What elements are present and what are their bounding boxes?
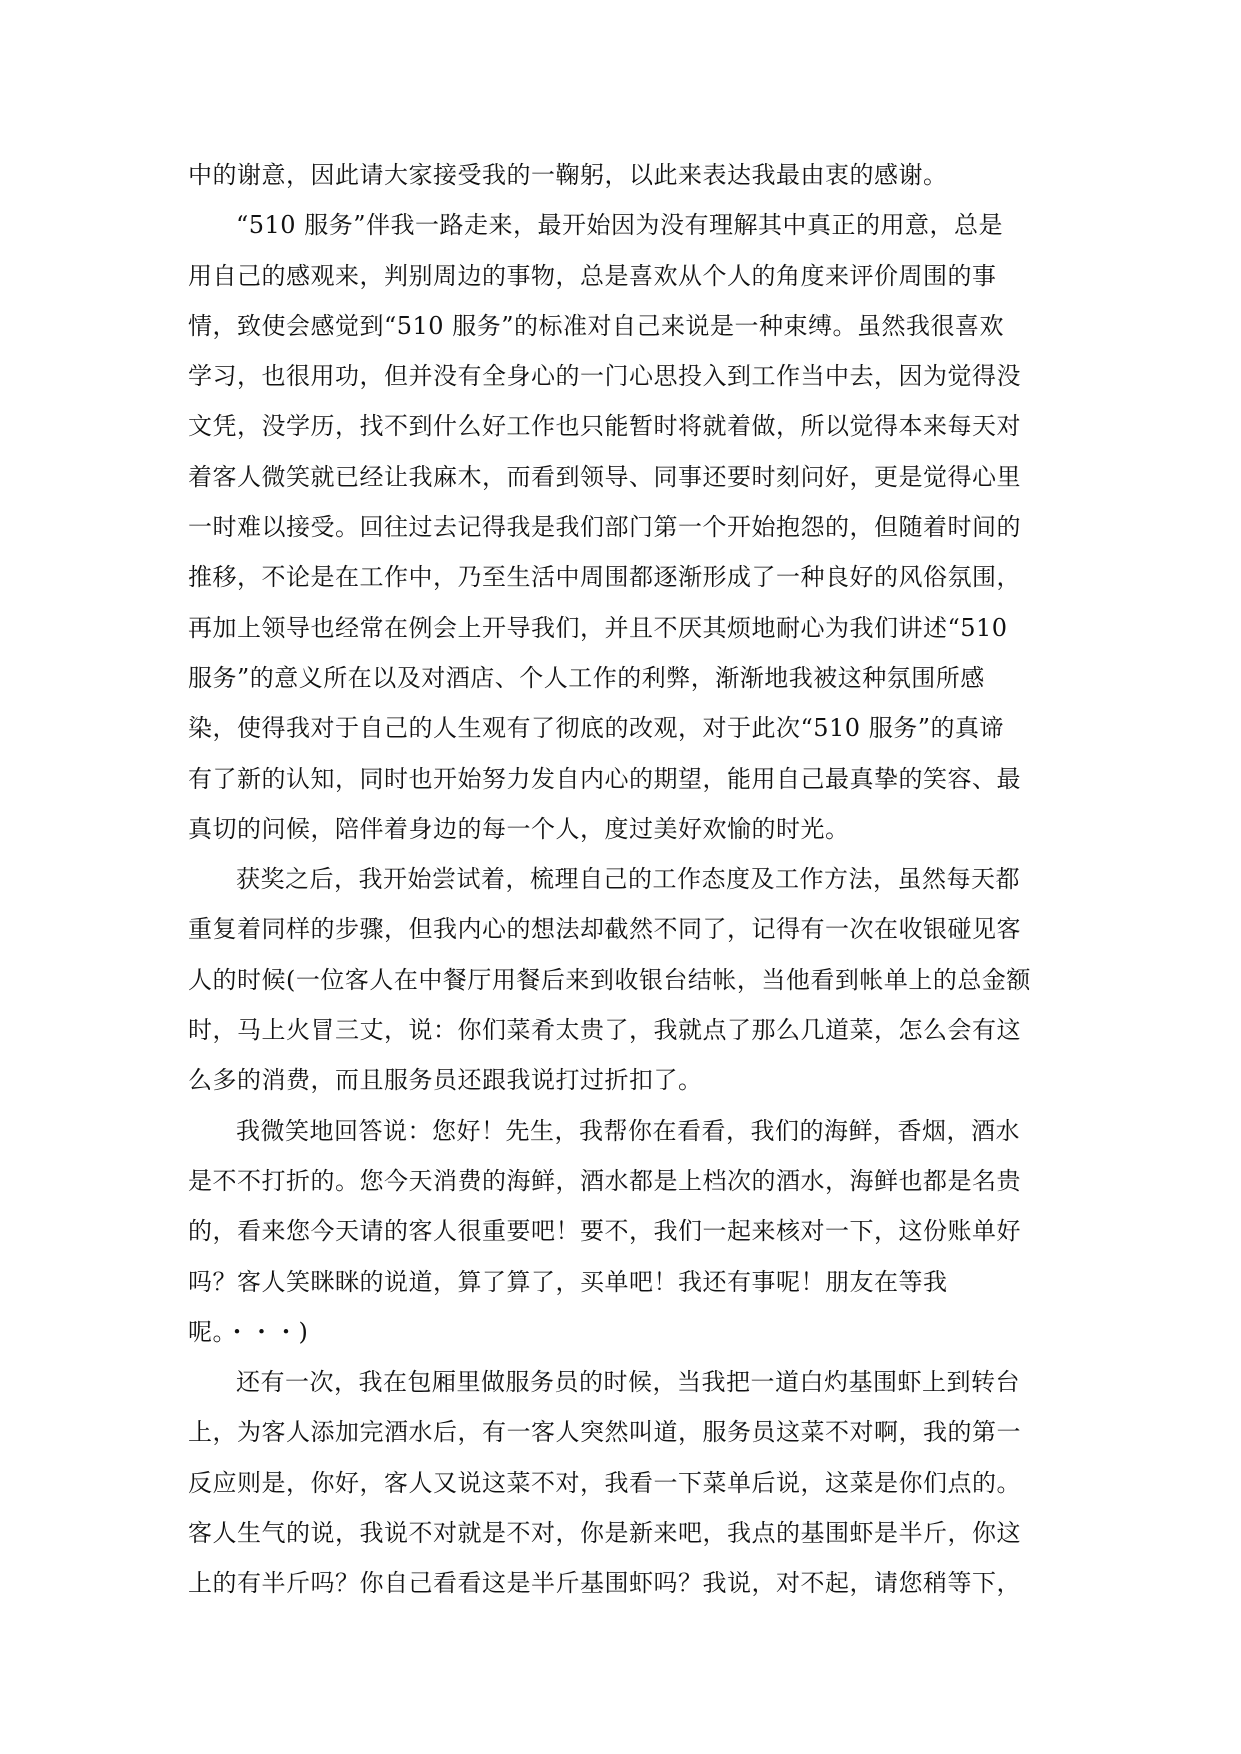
text-line: 么多的消费，而且服务员还跟我说打过折扣了。 bbox=[188, 1066, 703, 1095]
paragraph-start-line: 获奖之后，我开始尝试着，梳理自己的工作态度及工作方法，虽然每天都 bbox=[236, 865, 1020, 894]
text-line: 染，使得我对于自己的人生观有了彻底的改观，对于此次“510 服务”的真谛 bbox=[188, 714, 1004, 743]
text-line: 服务”的意义所在以及对酒店、个人工作的利弊，渐渐地我被这种氛围所感 bbox=[188, 663, 985, 692]
text-line: 有了新的认知，同时也开始努力发自内心的期望，能用自己最真挚的笑容、最 bbox=[188, 764, 1021, 793]
text-line: 情，致使会感觉到“510 服务”的标准对自己来说是一种束缚。虽然我很喜欢 bbox=[188, 311, 1004, 340]
text-line: 上的有半斤吗？你自己看看这是半斤基围虾吗？我说，对不起，请您稍等下， bbox=[188, 1569, 1021, 1598]
text-line: 中的谢意，因此请大家接受我的一鞠躬，以此来表达我最由衷的感谢。 bbox=[188, 161, 948, 189]
text-line: 客人生气的说，我说不对就是不对，你是新来吧，我点的基围虾是半斤，你这 bbox=[188, 1519, 1021, 1548]
paragraph-start-line: 还有一次，我在包厢里做服务员的时候，当我把一道白灼基围虾上到转台 bbox=[236, 1368, 1020, 1397]
text-line: 一时难以接受。回往过去记得我是我们部门第一个开始抱怨的，但随着时间的 bbox=[188, 513, 1021, 542]
text-line: 吗？客人笑眯眯的说道，算了算了，买单吧！我还有事呢！朋友在等我 bbox=[188, 1267, 948, 1296]
text-line: 呢。・・・) bbox=[188, 1317, 309, 1346]
text-line: 再加上领导也经常在例会上开导我们，并且不厌其烦地耐心为我们讲述“510 bbox=[188, 613, 1008, 642]
document-body bbox=[188, 150, 1068, 1609]
paragraph-start-line: 我微笑地回答说：您好！先生，我帮你在看看，我们的海鲜，香烟，酒水 bbox=[236, 1116, 1020, 1145]
text-line: 推移，不论是在工作中，乃至生活中周围都逐渐形成了一种良好的风俗氛围， bbox=[188, 563, 1021, 592]
text-line: 人的时候(一位客人在中餐厅用餐后来到收银台结帐，当他看到帐单上的总金额 bbox=[188, 965, 1031, 994]
text-line: 反应则是，你好，客人又说这菜不对，我看一下菜单后说，这菜是你们点的。 bbox=[188, 1468, 1021, 1497]
text-line: 重复着同样的步骤，但我内心的想法却截然不同了，记得有一次在收银碰见客 bbox=[188, 915, 1021, 944]
text-line: 文凭，没学历，找不到什么好工作也只能暂时将就着做，所以觉得本来每天对 bbox=[188, 412, 1021, 441]
paragraph-start-line: “510 服务”伴我一路走来，最开始因为没有理解其中真正的用意，总是 bbox=[236, 211, 1003, 240]
text-line: 上，为客人添加完酒水后，有一客人突然叫道，服务员这菜不对啊，我的第一 bbox=[188, 1418, 1021, 1447]
text-line: 的，看来您今天请的客人很重要吧！要不，我们一起来核对一下，这份账单好 bbox=[188, 1217, 1021, 1246]
text-line: 用自己的感观来，判别周边的事物，总是喜欢从个人的角度来评价周围的事 bbox=[188, 261, 997, 290]
text-line: 着客人微笑就已经让我麻木，而看到领导、同事还要时刻问好，更是觉得心里 bbox=[188, 462, 1021, 491]
text-line: 是不不打折的。您今天消费的海鲜，酒水都是上档次的酒水，海鲜也都是名贵 bbox=[188, 1166, 1021, 1195]
text-line: 学习，也很用功，但并没有全身心的一门心思投入到工作当中去，因为觉得没 bbox=[188, 362, 1021, 391]
text-line: 时，马上火冒三丈，说：你们菜肴太贵了，我就点了那么几道菜，怎么会有这 bbox=[188, 1016, 1021, 1045]
text-line: 真切的问候，陪伴着身边的每一个人，度过美好欢愉的时光。 bbox=[188, 814, 850, 843]
